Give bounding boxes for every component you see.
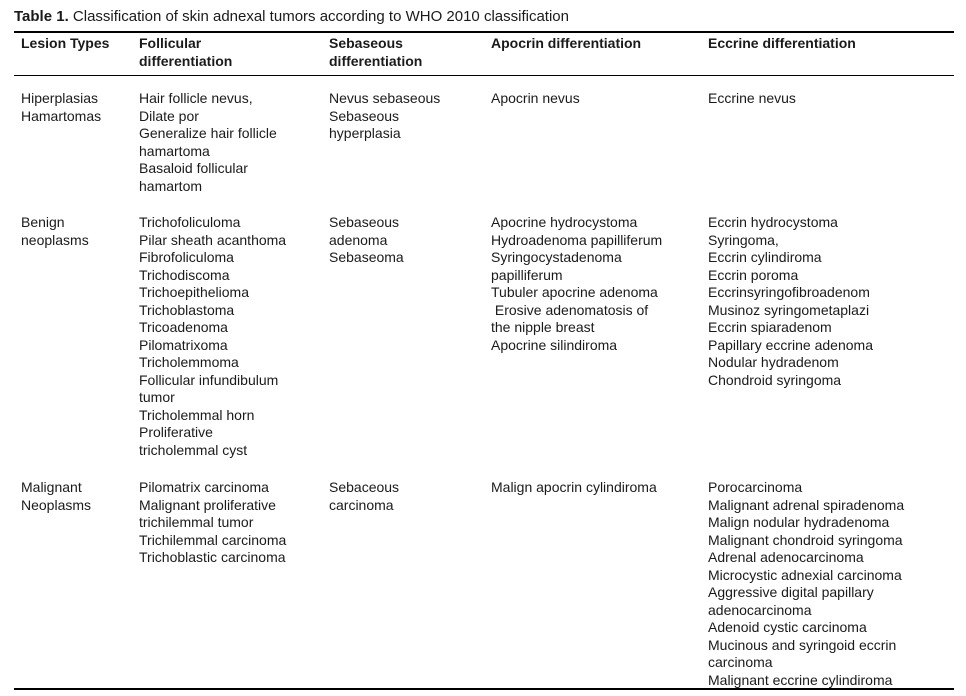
cell-line: Sebaceous <box>329 479 400 495</box>
cell-line: Erosive adenomatosis of <box>491 301 649 318</box>
cell-line: papilliferum <box>491 266 563 283</box>
cell-line: Follicular <box>139 35 202 51</box>
header-sebaseous <box>329 35 422 70</box>
cell-line: Porocarcinoma <box>708 479 803 495</box>
cell-line: carcinoma <box>329 496 394 513</box>
cell-line: Fibrofoliculoma <box>139 249 234 265</box>
cell-apocrin <box>491 90 580 108</box>
cell-line: Malignant adrenal spiradenoma <box>708 496 905 513</box>
cell-line: Proliferative <box>139 424 213 440</box>
cell-line: Eccrine nevus <box>708 90 796 106</box>
cell-line: adenocarcinoma <box>708 601 812 618</box>
cell-line: Malign apocrin cylindiroma <box>491 479 657 495</box>
cell-line: Tubuler apocrine adenoma <box>491 284 658 300</box>
table-caption <box>14 7 569 27</box>
cell-line: Tricholemmoma <box>139 354 239 370</box>
cell-line: Syringoma, <box>708 231 779 248</box>
cell-eccrine <box>708 479 904 689</box>
cell-eccrine <box>708 90 796 108</box>
cell-line: Sebaseous <box>329 107 400 124</box>
cell-line: Adrenal adenocarcinoma <box>708 549 864 565</box>
cell-line: Sebaseous <box>329 214 400 230</box>
cell-line: Lesion Types <box>21 35 110 51</box>
cell-follicular <box>139 90 277 195</box>
cell-line: carcinoma <box>708 654 773 670</box>
cell-line: Hair follicle nevus, <box>139 90 253 106</box>
cell-line: Trichoepithelioma <box>139 284 249 300</box>
cell-line: trichilemmal tumor <box>139 514 254 530</box>
cell-line: differentiation <box>139 52 233 69</box>
cell-eccrine <box>708 214 873 389</box>
cell-lesion-type <box>21 479 91 514</box>
cell-line: Trichoblastoma <box>139 301 235 318</box>
cell-line: Malignant <box>21 479 82 495</box>
cell-line: differentiation <box>329 52 423 69</box>
table-caption-label: Table 1. <box>14 8 69 25</box>
cell-line: Mucinous and syringoid eccrin <box>708 636 897 653</box>
cell-line: Follicular infundibulum <box>139 371 279 388</box>
cell-sebaseous <box>329 90 440 143</box>
cell-line: Dilate por <box>139 107 199 124</box>
cell-line: Eccrin spiaradenom <box>708 319 832 335</box>
cell-line: Apocrine hydrocystoma <box>491 214 638 230</box>
header-apocrin <box>491 35 641 53</box>
cell-line: Papillary eccrine adenoma <box>708 336 873 353</box>
cell-line: Malign nodular hydradenoma <box>708 514 890 530</box>
cell-line: Eccrinsyringofibroadenom <box>708 284 870 300</box>
cell-line: Hydroadenoma papilliferum <box>491 231 663 248</box>
cell-line: Neoplasms <box>21 496 92 513</box>
table-caption-text: Classification of skin adnexal tumors according to WHO 2010 classification <box>72 8 569 25</box>
cell-line: Eccrin poroma <box>708 266 799 283</box>
cell-line: Hamartomas <box>21 107 102 124</box>
cell-line: Musinoz syringometaplazi <box>708 301 870 318</box>
cell-line: Pilar sheath acanthoma <box>139 231 287 248</box>
cell-line: Eccrin cylindiroma <box>708 249 822 265</box>
cell-line: Apocrin differentiation <box>491 35 642 51</box>
header-lesion-types <box>21 35 109 53</box>
header-eccrine <box>708 35 856 53</box>
cell-line: Generalize hair follicle <box>139 125 277 141</box>
cell-line: Chondroid syringoma <box>708 371 842 388</box>
cell-line: Aggressive digital papillary <box>708 584 874 600</box>
cell-follicular <box>139 214 286 459</box>
cell-line: Syringocystadenoma <box>491 249 622 265</box>
cell-line: adenoma <box>329 231 388 248</box>
cell-line: hamartom <box>139 177 203 194</box>
cell-line: Benign <box>21 214 65 230</box>
cell-line: Pilomatrix carcinoma <box>139 479 269 495</box>
cell-line: Eccrine differentiation <box>708 35 856 51</box>
cell-line: tricholemmal cyst <box>139 441 248 458</box>
cell-line: neoplasms <box>21 231 89 248</box>
cell-line: hamartoma <box>139 142 210 159</box>
cell-sebaseous <box>329 479 399 514</box>
cell-lesion-type <box>21 90 101 125</box>
cell-line: Malignant proliferative <box>139 496 276 513</box>
cell-line: Trichofoliculoma <box>139 214 241 230</box>
cell-line: Trichoblastic carcinoma <box>139 549 286 565</box>
cell-sebaseous <box>329 214 404 267</box>
cell-apocrin <box>491 479 657 497</box>
cell-line: Nodular hydradenom <box>708 354 839 370</box>
cell-line: tumor <box>139 389 175 405</box>
cell-lesion-type <box>21 214 89 249</box>
cell-apocrin <box>491 214 662 354</box>
cell-line: Tricholemmal horn <box>139 406 255 423</box>
cell-line: Apocrine silindiroma <box>491 336 618 353</box>
header-follicular <box>139 35 232 70</box>
cell-line: Pilomatrixoma <box>139 336 228 353</box>
cell-follicular <box>139 479 286 567</box>
cell-line: Apocrin nevus <box>491 90 580 106</box>
cell-line: hyperplasia <box>329 125 401 141</box>
cell-line: Basaloid follicular <box>139 160 248 176</box>
cell-line: Microcystic adnexial carcinoma <box>708 566 902 583</box>
table-header-rule <box>14 75 954 76</box>
cell-line: Trichilemmal carcinoma <box>139 531 287 548</box>
cell-line: Sebaseoma <box>329 249 404 265</box>
table-top-rule <box>14 31 954 33</box>
cell-line: Eccrin hydrocystoma <box>708 214 838 230</box>
cell-line: the nipple breast <box>491 319 595 335</box>
cell-line: Tricoadenoma <box>139 319 228 335</box>
cell-line: Trichodiscoma <box>139 266 230 283</box>
cell-line: Sebaseous <box>329 35 403 51</box>
cell-line: Malignant eccrine cylindiroma <box>708 671 893 688</box>
cell-line: Nevus sebaseous <box>329 90 441 106</box>
cell-line: Hiperplasias <box>21 90 99 106</box>
cell-line: Malignant chondroid syringoma <box>708 531 903 548</box>
cell-line: Adenoid cystic carcinoma <box>708 619 867 635</box>
